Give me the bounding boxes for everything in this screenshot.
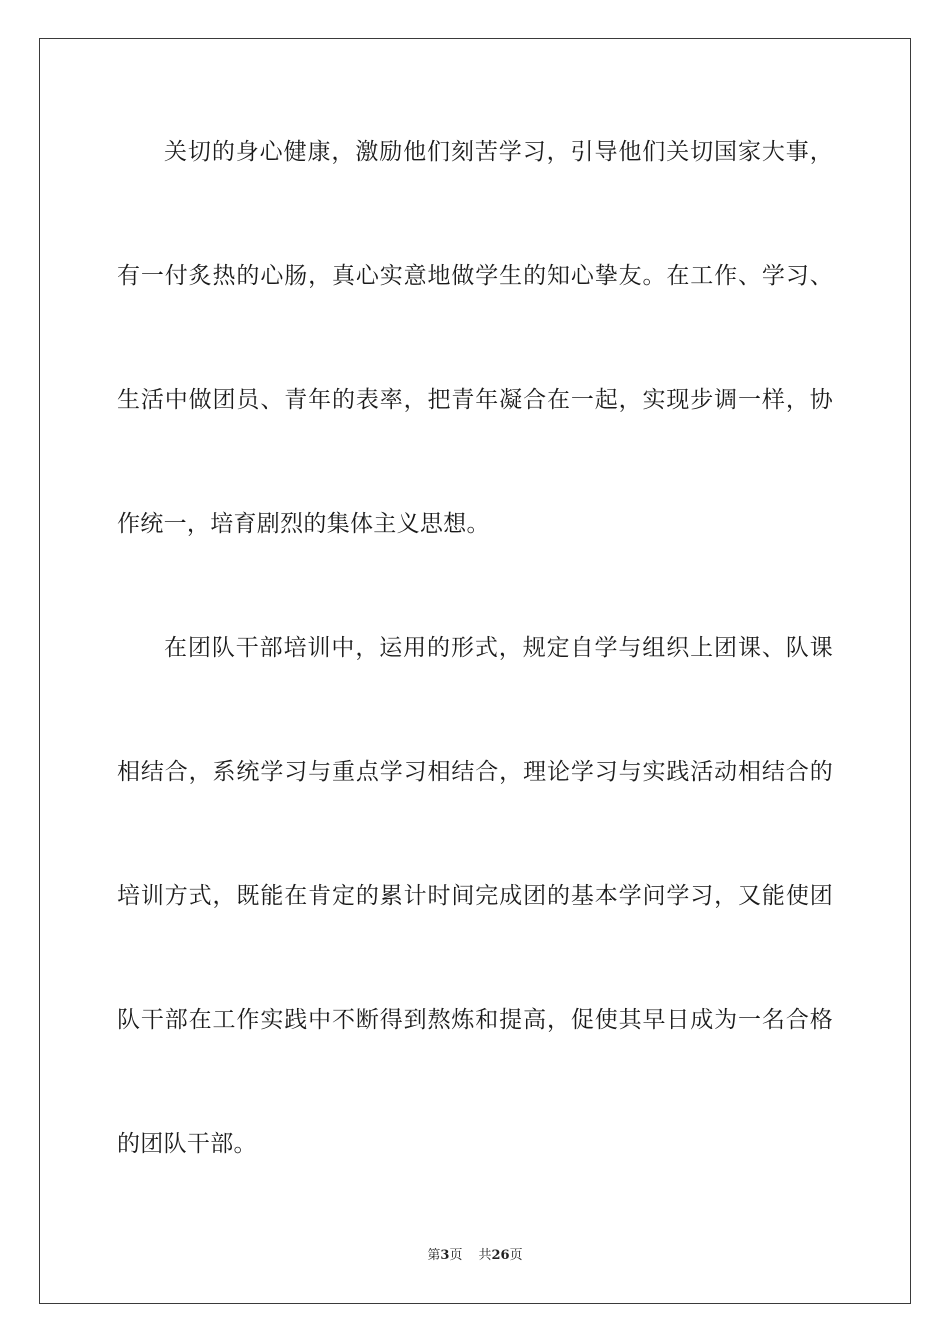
- page-suffix: 页: [449, 1248, 463, 1263]
- paragraph-2-line-3: 培训方式，既能在肯定的累计时间完成团的基本学问学习，又能使团: [117, 883, 833, 909]
- paragraph-2-line-2: 相结合，系统学习与重点学习相结合，理论学习与实践活动相结合的: [117, 759, 833, 785]
- paragraph-1-line-3: 生活中做团员、青年的表率，把青年凝合在一起，实现步调一样，协: [117, 387, 833, 413]
- paragraph-2-line-4: 队干部在工作实践中不断得到熬炼和提高，促使其早日成为一名合格: [117, 1007, 833, 1033]
- paragraph-1-line-2: 有一付炙热的心肠，真心实意地做学生的知心挚友。在工作、学习、: [117, 263, 833, 289]
- total-suffix: 页: [509, 1248, 523, 1263]
- page-border: [39, 38, 911, 1304]
- paragraph-1-line-1: 关切的身心健康，激励他们刻苦学习，引导他们关切国家大事，: [164, 139, 833, 165]
- page-number: 3: [440, 1248, 450, 1263]
- total-pages: 26: [491, 1248, 510, 1263]
- total-prefix: 共: [478, 1248, 492, 1263]
- page-footer: [0, 1247, 950, 1265]
- paragraph-1-line-4: 作统一，培育剧烈的集体主义思想。: [117, 511, 490, 537]
- paragraph-2-line-5: 的团队干部。: [117, 1131, 257, 1157]
- page-prefix: 第: [427, 1248, 441, 1263]
- paragraph-2-line-1: 在团队干部培训中，运用的形式，规定自学与组织上团课、队课: [164, 635, 833, 661]
